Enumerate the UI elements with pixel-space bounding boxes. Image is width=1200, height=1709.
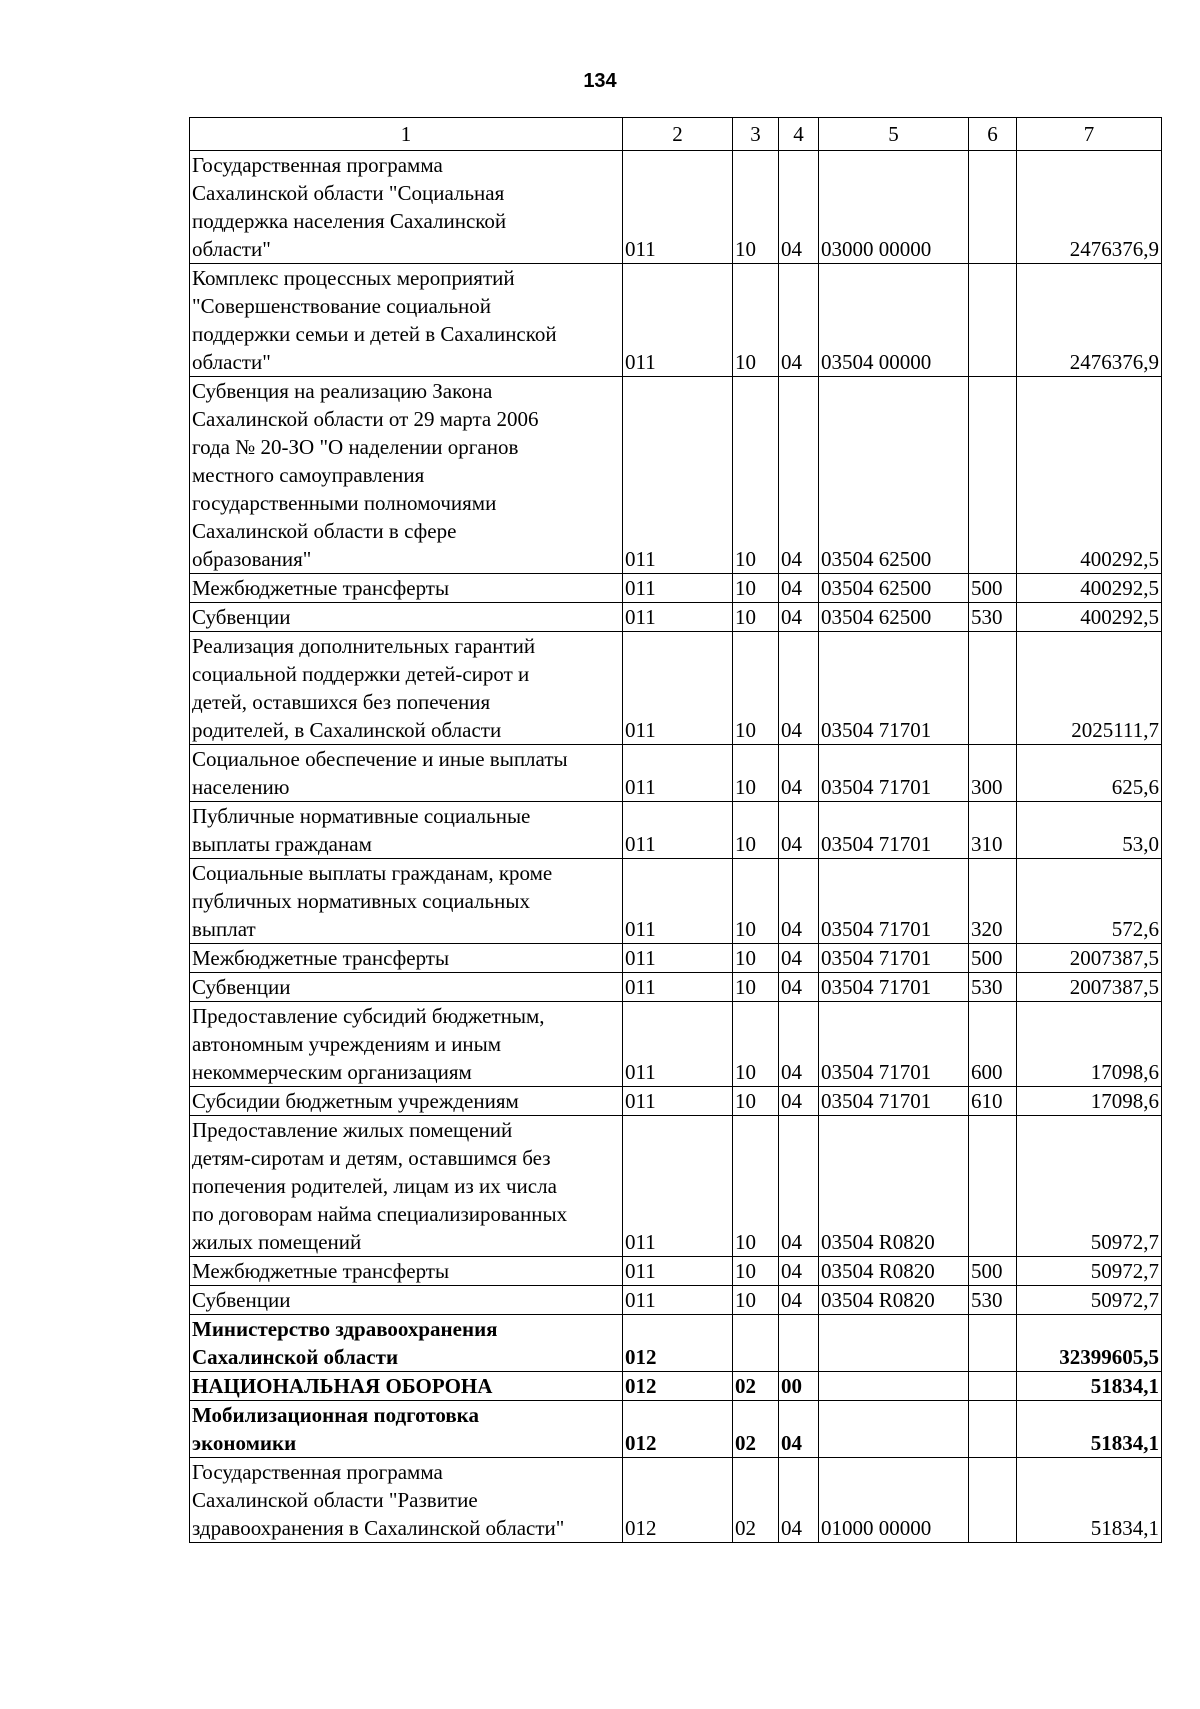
row-name-cell: Межбюджетные трансферты [190,1257,623,1286]
row-vr-cell: 300 [969,745,1017,802]
row-rz-cell: 02 [733,1401,779,1458]
row-rz-cell: 10 [733,151,779,264]
row-sum-cell: 2025111,7 [1017,632,1162,745]
row-sum-cell: 400292,5 [1017,377,1162,574]
table-row [190,745,1162,802]
row-gr-cell: 011 [623,1286,733,1315]
row-csr-cell: 03504 71701 [819,859,969,944]
table-row [190,1458,1162,1543]
row-name-cell: Предоставление жилых помещений детям-сиротам и детям, оставшимся без попечения родителей, лицам из их числа по договорам найма специализированных жилых помещений [190,1116,623,1257]
table-row [190,1401,1162,1458]
row-csr-cell: 03504 62500 [819,377,969,574]
row-vr-cell [969,1116,1017,1257]
row-gr-cell: 011 [623,1257,733,1286]
header-row [190,118,1162,151]
row-sum-cell: 625,6 [1017,745,1162,802]
header-col-pr: 4 [779,118,819,151]
row-name-cell: Министерство здравоохранения Сахалинской области [190,1315,623,1372]
table-row [190,151,1162,264]
row-sum-cell: 17098,6 [1017,1002,1162,1087]
row-gr-cell: 011 [623,1116,733,1257]
row-name-cell: Социальные выплаты гражданам, кроме публичных нормативных социальных выплат [190,859,623,944]
row-vr-cell: 500 [969,944,1017,973]
row-gr-cell: 011 [623,859,733,944]
row-rz-cell: 10 [733,1002,779,1087]
table-row [190,1002,1162,1087]
row-rz-cell: 10 [733,745,779,802]
row-csr-cell: 03504 71701 [819,802,969,859]
row-sum-cell: 50972,7 [1017,1286,1162,1315]
row-name-cell: Субвенции [190,1286,623,1315]
row-sum-cell: 50972,7 [1017,1116,1162,1257]
table-row [190,632,1162,745]
row-pr-cell: 04 [779,1087,819,1116]
row-vr-cell: 530 [969,603,1017,632]
row-rz-cell: 10 [733,1257,779,1286]
row-sum-cell: 53,0 [1017,802,1162,859]
row-rz-cell [733,1315,779,1372]
row-vr-cell [969,1401,1017,1458]
row-vr-cell: 530 [969,1286,1017,1315]
table-row [190,603,1162,632]
row-rz-cell: 10 [733,1286,779,1315]
row-name-cell: Публичные нормативные социальные выплаты гражданам [190,802,623,859]
table-row [190,264,1162,377]
row-name-cell: Социальное обеспечение и иные выплаты населению [190,745,623,802]
row-name-cell: Комплекс процессных мероприятий "Совершенствование социальной поддержки семьи и детей в Сахалинской области" [190,264,623,377]
row-vr-cell: 500 [969,1257,1017,1286]
row-gr-cell: 011 [623,574,733,603]
header-col-rz: 3 [733,118,779,151]
row-pr-cell: 04 [779,574,819,603]
row-pr-cell: 04 [779,1286,819,1315]
row-csr-cell: 03504 62500 [819,574,969,603]
header-col-gr: 2 [623,118,733,151]
row-pr-cell: 04 [779,1002,819,1087]
row-vr-cell [969,1315,1017,1372]
row-sum-cell: 2476376,9 [1017,264,1162,377]
row-pr-cell: 04 [779,745,819,802]
row-sum-cell: 400292,5 [1017,603,1162,632]
row-csr-cell: 03504 R0820 [819,1116,969,1257]
row-csr-cell [819,1315,969,1372]
table-body [190,151,1162,1543]
row-gr-cell: 012 [623,1458,733,1543]
row-rz-cell: 10 [733,859,779,944]
row-vr-cell [969,377,1017,574]
row-pr-cell: 04 [779,632,819,745]
row-vr-cell [969,632,1017,745]
row-gr-cell: 011 [623,973,733,1002]
row-csr-cell: 03504 00000 [819,264,969,377]
table-row [190,1087,1162,1116]
row-name-cell: Межбюджетные трансферты [190,944,623,973]
row-gr-cell: 011 [623,1087,733,1116]
row-csr-cell: 03000 00000 [819,151,969,264]
row-sum-cell: 2476376,9 [1017,151,1162,264]
row-sum-cell: 51834,1 [1017,1458,1162,1543]
row-pr-cell: 04 [779,264,819,377]
row-sum-cell: 400292,5 [1017,574,1162,603]
row-rz-cell: 02 [733,1458,779,1543]
table-row [190,1315,1162,1372]
row-name-cell: Государственная программа Сахалинской области "Развитие здравоохранения в Сахалинской области" [190,1458,623,1543]
row-csr-cell: 03504 71701 [819,632,969,745]
row-name-cell: Мобилизационная подготовка экономики [190,1401,623,1458]
row-gr-cell: 012 [623,1372,733,1401]
table-row [190,1286,1162,1315]
row-sum-cell: 50972,7 [1017,1257,1162,1286]
page-number: 134 [583,70,617,92]
row-name-cell: Субвенции [190,603,623,632]
row-rz-cell: 10 [733,377,779,574]
row-csr-cell [819,1401,969,1458]
row-name-cell: НАЦИОНАЛЬНАЯ ОБОРОНА [190,1372,623,1401]
row-csr-cell: 03504 71701 [819,973,969,1002]
row-pr-cell [779,1315,819,1372]
row-pr-cell: 04 [779,1458,819,1543]
row-name-cell: Субвенция на реализацию Закона Сахалинской области от 29 марта 2006 года № 20-ЗО "О наделении органов местного самоуправления государственными полномочиями Сахалинской области в сфере образования" [190,377,623,574]
row-gr-cell: 011 [623,377,733,574]
row-rz-cell: 10 [733,264,779,377]
row-pr-cell: 00 [779,1372,819,1401]
row-csr-cell: 03504 R0820 [819,1286,969,1315]
row-sum-cell: 51834,1 [1017,1372,1162,1401]
row-vr-cell [969,151,1017,264]
row-rz-cell: 10 [733,802,779,859]
row-gr-cell: 012 [623,1401,733,1458]
table-row [190,1257,1162,1286]
row-gr-cell: 012 [623,1315,733,1372]
row-rz-cell: 10 [733,603,779,632]
header-col-name: 1 [190,118,623,151]
row-name-cell: Предоставление субсидий бюджетным, автономным учреждениям и иным некоммерческим организациям [190,1002,623,1087]
row-vr-cell: 530 [969,973,1017,1002]
table-row [190,377,1162,574]
table-row [190,973,1162,1002]
row-vr-cell: 310 [969,802,1017,859]
row-rz-cell: 10 [733,973,779,1002]
row-rz-cell: 02 [733,1372,779,1401]
row-pr-cell: 04 [779,973,819,1002]
row-csr-cell: 01000 00000 [819,1458,969,1543]
row-gr-cell: 011 [623,264,733,377]
row-pr-cell: 04 [779,802,819,859]
row-gr-cell: 011 [623,745,733,802]
header-col-vr: 6 [969,118,1017,151]
row-vr-cell [969,1372,1017,1401]
row-rz-cell: 10 [733,1087,779,1116]
header-col-csr: 5 [819,118,969,151]
row-rz-cell: 10 [733,574,779,603]
row-pr-cell: 04 [779,151,819,264]
row-sum-cell: 51834,1 [1017,1401,1162,1458]
row-gr-cell: 011 [623,151,733,264]
row-csr-cell: 03504 71701 [819,1087,969,1116]
row-sum-cell: 2007387,5 [1017,944,1162,973]
row-gr-cell: 011 [623,1002,733,1087]
row-csr-cell: 03504 71701 [819,1002,969,1087]
row-sum-cell: 2007387,5 [1017,973,1162,1002]
row-name-cell: Межбюджетные трансферты [190,574,623,603]
row-sum-cell: 572,6 [1017,859,1162,944]
row-pr-cell: 04 [779,1401,819,1458]
table-row [190,944,1162,973]
row-vr-cell [969,264,1017,377]
row-csr-cell: 03504 71701 [819,745,969,802]
row-vr-cell: 320 [969,859,1017,944]
row-name-cell: Государственная программа Сахалинской области "Социальная поддержка населения Сахалинской области" [190,151,623,264]
row-pr-cell: 04 [779,377,819,574]
row-csr-cell [819,1372,969,1401]
row-pr-cell: 04 [779,859,819,944]
row-pr-cell: 04 [779,944,819,973]
row-rz-cell: 10 [733,1116,779,1257]
row-pr-cell: 04 [779,1116,819,1257]
row-pr-cell: 04 [779,1257,819,1286]
row-name-cell: Реализация дополнительных гарантий социальной поддержки детей-сирот и детей, оставшихся без попечения родителей, в Сахалинской области [190,632,623,745]
row-vr-cell: 610 [969,1087,1017,1116]
header-col-sum: 7 [1017,118,1162,151]
row-gr-cell: 011 [623,944,733,973]
table-row [190,859,1162,944]
row-gr-cell: 011 [623,632,733,745]
row-csr-cell: 03504 71701 [819,944,969,973]
table-header [190,118,1162,151]
row-csr-cell: 03504 R0820 [819,1257,969,1286]
row-sum-cell: 32399605,5 [1017,1315,1162,1372]
row-gr-cell: 011 [623,603,733,632]
table-row [190,574,1162,603]
table-row [190,802,1162,859]
budget-table [189,117,1162,1543]
table-row [190,1372,1162,1401]
row-vr-cell: 600 [969,1002,1017,1087]
row-rz-cell: 10 [733,944,779,973]
row-csr-cell: 03504 62500 [819,603,969,632]
row-name-cell: Субвенции [190,973,623,1002]
row-name-cell: Субсидии бюджетным учреждениям [190,1087,623,1116]
row-vr-cell [969,1458,1017,1543]
row-pr-cell: 04 [779,603,819,632]
row-rz-cell: 10 [733,632,779,745]
table-row [190,1116,1162,1257]
row-gr-cell: 011 [623,802,733,859]
row-vr-cell: 500 [969,574,1017,603]
row-sum-cell: 17098,6 [1017,1087,1162,1116]
